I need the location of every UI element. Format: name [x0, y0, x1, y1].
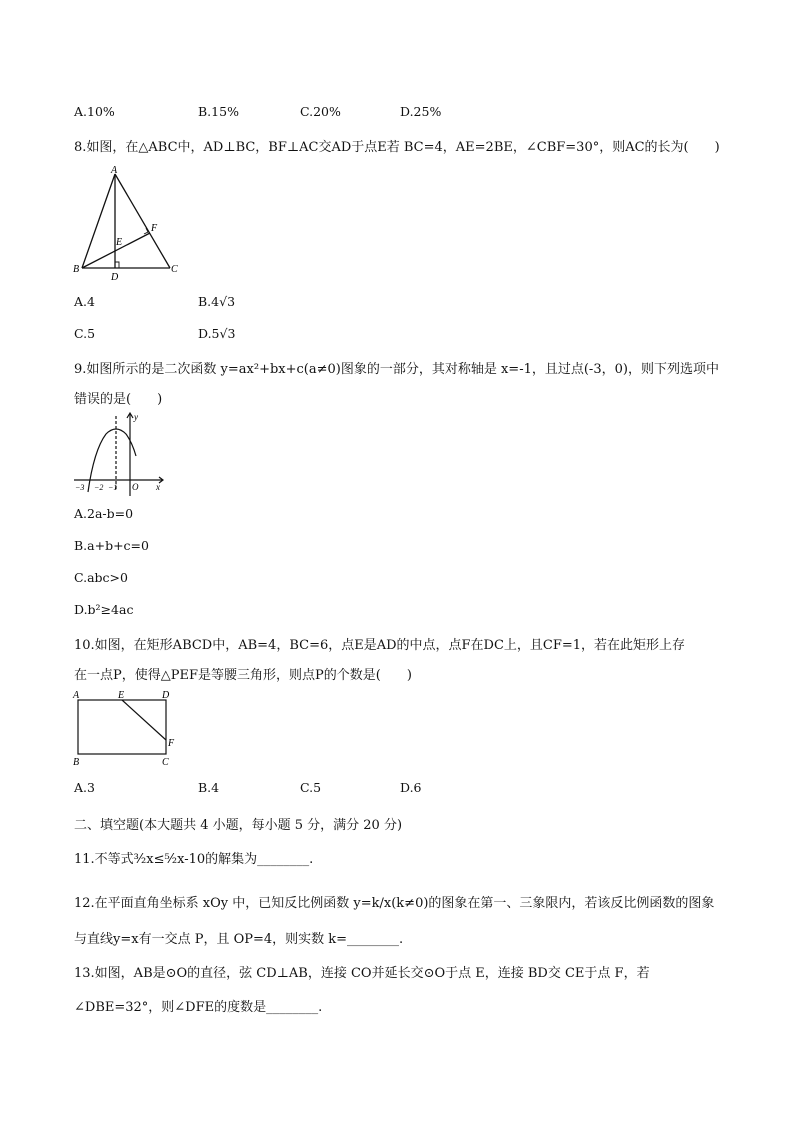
q9-x-label: x [156, 482, 160, 492]
q9-parabola-graph [70, 410, 170, 500]
q7-option-a: A.10% [74, 104, 115, 119]
q8-stem: 8.如图，在△ABC中，AD⊥BC，BF⊥AC交AD于点E若 BC=4，AE=2BE，∠CBF=30°，则AC的长为( ) [74, 140, 720, 155]
q9-option-a: A.2a-b=0 [74, 506, 134, 521]
q8-label-e: E [116, 237, 123, 248]
q10-label-e: E [118, 690, 125, 701]
q9-tick-neg1: −1 [108, 483, 118, 492]
q9-stem-line2: 错误的是( ) [74, 392, 163, 407]
q8-option-a: A.4 [74, 294, 95, 309]
q12-line2: 与直线y=x有一交点 P，且 OP=4，则实数 k=________. [74, 932, 404, 947]
q9-option-d: D.b²≥4ac [74, 602, 134, 617]
q10-label-c: C [162, 757, 169, 768]
q12-line1: 12.在平面直角坐标系 xOy 中，已知反比例函数 y=k/x(k≠0)的图象在第一、三象限内，若该反比例函数的图象 [74, 896, 715, 911]
q8-option-d: D.5√3 [198, 326, 236, 341]
q10-stem-line2: 在一点P，使得△PEF是等腰三角形，则点P的个数是( ) [74, 668, 412, 683]
q9-stem-line1: 9.如图所示的是二次函数 y=ax²+bx+c(a≠0)图象的一部分，其对称轴是 x=-1，且过点(-3，0)，则下列选项中 [74, 362, 719, 377]
q9-origin-label: O [132, 482, 139, 492]
q10-label-a: A [73, 690, 80, 701]
q10-option-d: D.6 [400, 780, 422, 795]
q8-label-d: D [111, 272, 119, 283]
q8-triangle-diagram [70, 164, 190, 284]
q10-option-a: A.3 [74, 780, 95, 795]
q13-line1: 13.如图，AB是⊙O的直径，弦 CD⊥AB，连接 CO并延长交⊙O于点 E，连接 BD交 CE于点 F，若 [74, 966, 650, 981]
q10-option-b: B.4 [198, 780, 220, 795]
q7-option-d: D.25% [400, 104, 442, 119]
q11-text: 11.不等式³⁄₂x≤⁵⁄₂x-10的解集为________. [74, 852, 314, 867]
q8-option-b: B.4√3 [198, 294, 236, 309]
q10-stem-line1: 10.如图，在矩形ABCD中，AB=4，BC=6，点E是AD的中点，点F在DC上，且CF=1，若在此矩形上存 [74, 638, 686, 653]
q8-option-c: C.5 [74, 326, 96, 341]
q9-y-label: y [134, 412, 138, 422]
q10-option-c: C.5 [300, 780, 322, 795]
q10-rectangle-diagram [70, 688, 182, 768]
q9-option-c: C.abc>0 [74, 570, 128, 585]
q7-option-b: B.15% [198, 104, 239, 119]
q9-option-b: B.a+b+c=0 [74, 538, 149, 553]
q10-label-f: F [168, 738, 175, 749]
q13-line2: ∠DBE=32°，则∠DFE的度数是________. [74, 1000, 323, 1015]
q8-label-f: F [151, 223, 158, 234]
q8-label-a: A [111, 165, 118, 176]
section2-heading: 二、填空题(本大题共 4 小题，每小题 5 分，满分 20 分) [74, 818, 403, 833]
q8-label-b: B [73, 264, 80, 275]
q7-option-c: C.20% [300, 104, 341, 119]
q9-tick-neg2: −2 [94, 483, 104, 492]
q9-tick-neg3: −3 [75, 483, 85, 492]
q10-label-b: B [73, 757, 80, 768]
q10-label-d: D [162, 690, 170, 701]
q8-label-c: C [171, 264, 178, 275]
